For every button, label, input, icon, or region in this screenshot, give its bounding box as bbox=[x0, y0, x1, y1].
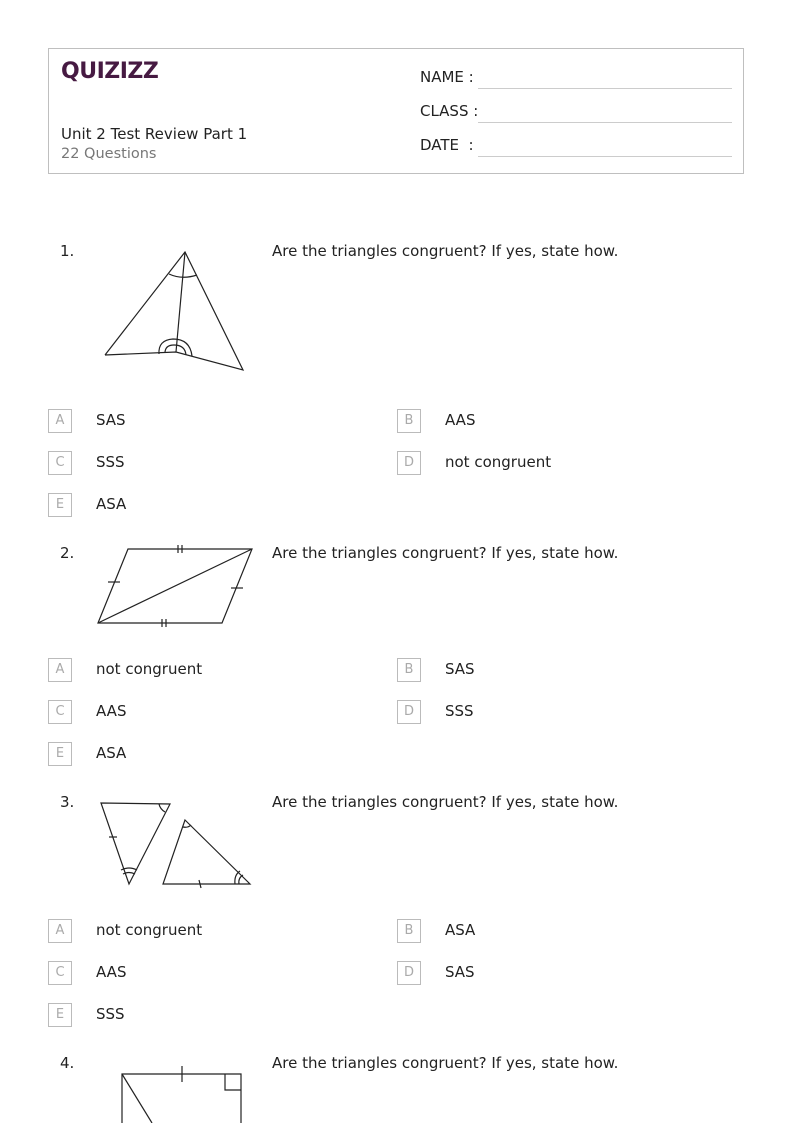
option-label: not congruent bbox=[445, 453, 552, 471]
option-label: not congruent bbox=[96, 660, 203, 678]
option-label: ASA bbox=[445, 921, 476, 939]
class-label: CLASS : bbox=[420, 102, 479, 120]
question-number: 4. bbox=[60, 1054, 75, 1072]
option-letter: A bbox=[48, 409, 72, 433]
option-letter: C bbox=[48, 961, 72, 985]
option-label: SSS bbox=[96, 1005, 125, 1023]
class-line bbox=[478, 122, 732, 123]
option-letter: B bbox=[397, 409, 421, 433]
option-letter: A bbox=[48, 658, 72, 682]
rectangle-figure-4 bbox=[118, 1062, 246, 1123]
option-label: SAS bbox=[96, 411, 126, 429]
option-letter: C bbox=[48, 451, 72, 475]
question-prompt: Are the triangles congruent? If yes, state how. bbox=[272, 242, 619, 260]
option-label: AAS bbox=[96, 963, 127, 981]
option-letter: B bbox=[397, 919, 421, 943]
option-letter: A bbox=[48, 919, 72, 943]
option-letter: E bbox=[48, 493, 72, 517]
option-label: AAS bbox=[445, 411, 476, 429]
class-field bbox=[420, 102, 478, 120]
option-label: ASA bbox=[96, 744, 127, 762]
option-label: not congruent bbox=[96, 921, 203, 939]
name-line bbox=[478, 88, 732, 89]
parallelogram-figure-2 bbox=[94, 543, 256, 631]
triangle-figure-1 bbox=[96, 246, 256, 376]
option-letter: D bbox=[397, 700, 421, 724]
option-label: SSS bbox=[445, 702, 474, 720]
option-label: AAS bbox=[96, 702, 127, 720]
question-prompt: Are the triangles congruent? If yes, state how. bbox=[272, 1054, 619, 1072]
name-field bbox=[420, 68, 474, 86]
option-letter: C bbox=[48, 700, 72, 724]
option-label: SAS bbox=[445, 963, 475, 981]
option-letter: D bbox=[397, 451, 421, 475]
question-number: 3. bbox=[60, 793, 75, 811]
two-triangles-figure-3 bbox=[96, 798, 256, 890]
question-count: 22 Questions bbox=[61, 146, 157, 162]
quizizz-logo: QUIZIZZ bbox=[61, 59, 159, 84]
date-line bbox=[478, 156, 732, 157]
question-prompt: Are the triangles congruent? If yes, state how. bbox=[272, 793, 619, 811]
option-letter: E bbox=[48, 742, 72, 766]
option-letter: E bbox=[48, 1003, 72, 1027]
option-letter: B bbox=[397, 658, 421, 682]
question-number: 2. bbox=[60, 544, 75, 562]
worksheet-title: Unit 2 Test Review Part 1 bbox=[61, 125, 248, 143]
option-letter: D bbox=[397, 961, 421, 985]
worksheet-header bbox=[48, 48, 744, 174]
question-prompt: Are the triangles congruent? If yes, state how. bbox=[272, 544, 619, 562]
name-label: NAME : bbox=[420, 68, 474, 86]
option-label: SAS bbox=[445, 660, 475, 678]
option-label: ASA bbox=[96, 495, 127, 513]
question-number: 1. bbox=[60, 242, 75, 260]
option-label: SSS bbox=[96, 453, 125, 471]
date-field bbox=[420, 136, 474, 154]
date-label: DATE : bbox=[420, 136, 474, 154]
